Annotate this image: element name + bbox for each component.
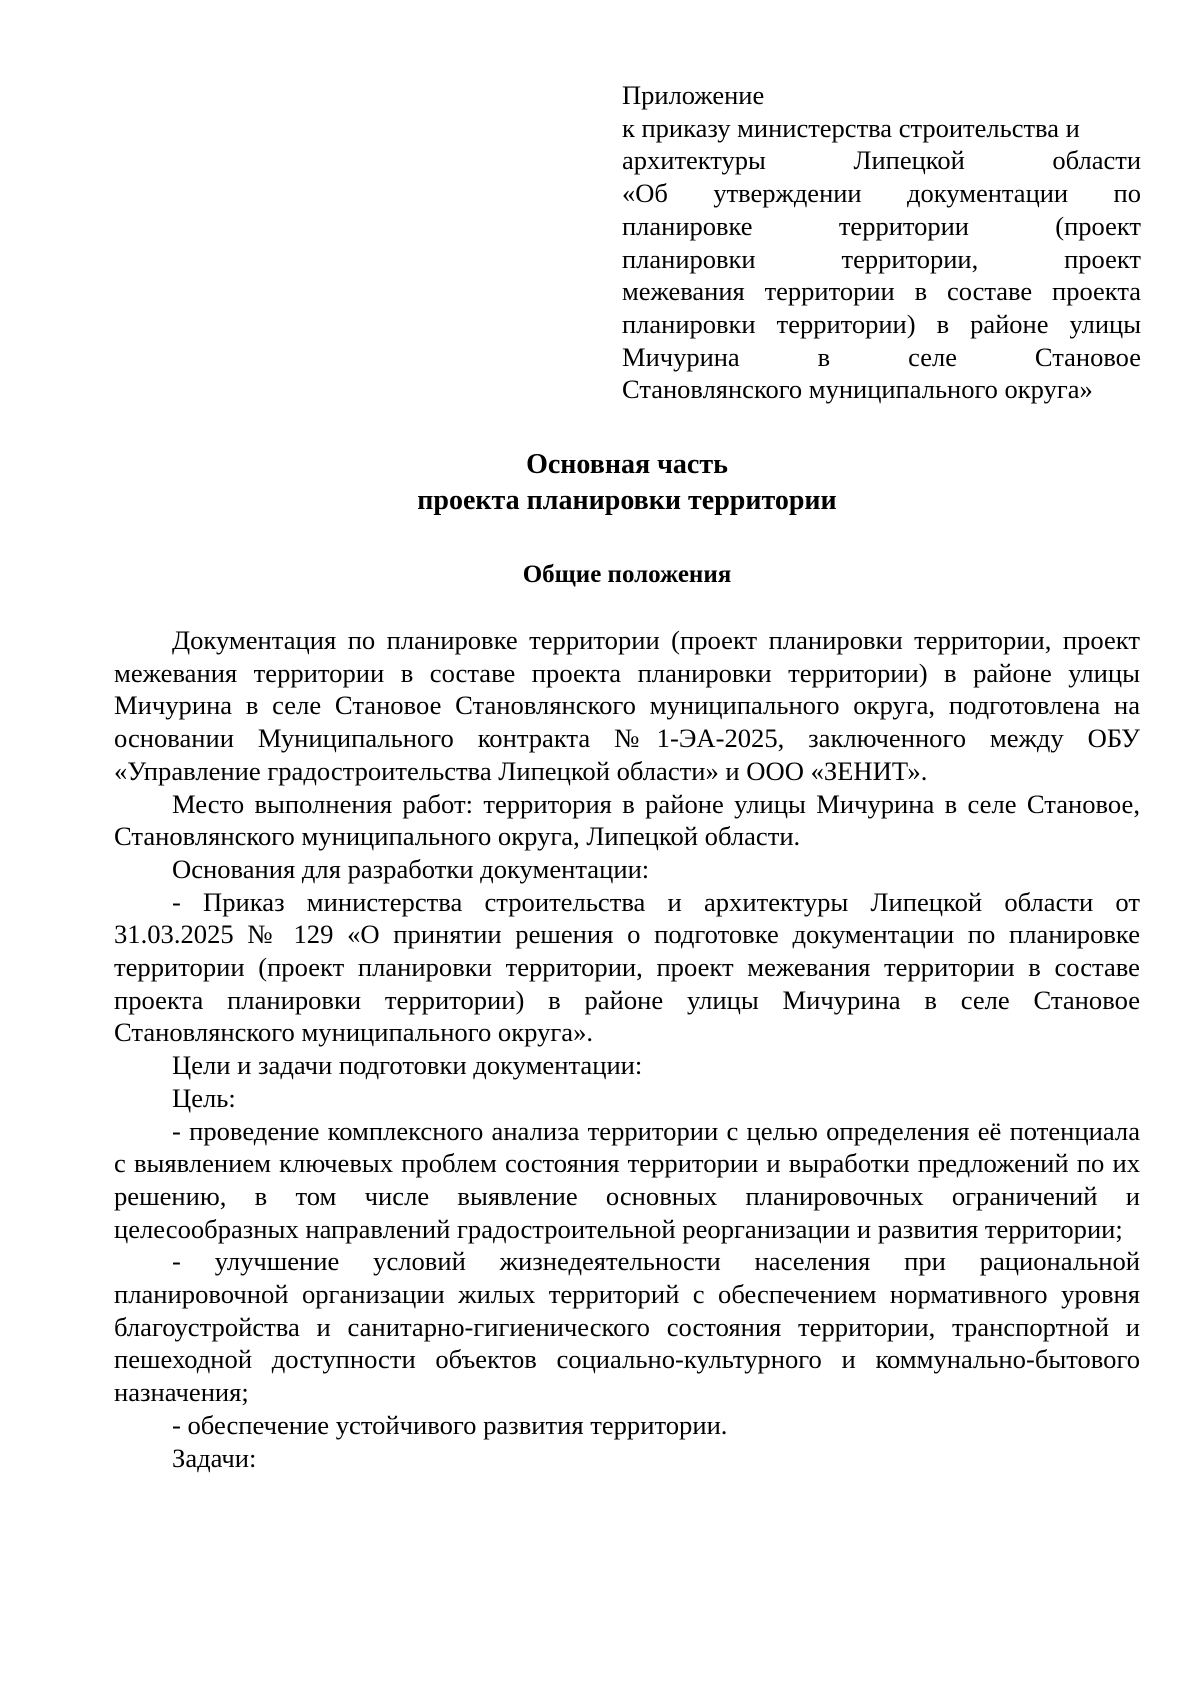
title-line-2: проекта планировки территории bbox=[417, 485, 837, 516]
paragraph: Документация по планировке территории (проект планировки территории, проект межевания территории в составе проекта планировки территории) в районе улицы Мичурина в селе Становое Становлянского муниципального округа, подготовлена на основании Муниципального контракта №1-ЭА-2025, заключенного между ОБУ «Управление градостроительства Липецкой области» и ООО «ЗЕНИТ». bbox=[114, 625, 1140, 786]
document-body bbox=[114, 624, 1140, 1474]
paragraph: - Приказ министерства строительства и архитектуры Липецкой области от 31.03.2025 № 129 «О принятии решения о подготовке документации по планировке территории (проект планировки территории, проект межевания территории в составе проекта планировки территории) в районе улицы Мичурина в селе Становое Становлянского муниципального округа». bbox=[114, 886, 1140, 1048]
paragraph: - проведение комплексного анализа территории с целью определения её потенциала с выявлением ключевых проблем состояния территории и выработки предложений по их решению, в том числе выявление основных планировочных ограничений и целесообразных направлений градостроительной реорганизации и развития территории; bbox=[114, 1115, 1140, 1244]
appendix-line: планировки территории, проект bbox=[622, 243, 1141, 274]
title-line-1: Основная часть bbox=[526, 449, 728, 480]
appendix-line: Приложение bbox=[622, 80, 765, 110]
document-title bbox=[114, 447, 1140, 519]
paragraph: Место выполнения работ: территория в районе улицы Мичурина в селе Становое, Становлянского муниципального округа, Липецкой области. bbox=[114, 788, 1140, 852]
appendix-line: планировки территории) в районе улицы bbox=[622, 308, 1141, 339]
paragraph: Цели и задачи подготовки документации: bbox=[172, 1050, 643, 1081]
appendix-line: «Об утверждении документации по bbox=[622, 178, 1141, 209]
appendix-line: межевания территории в составе проекта bbox=[622, 276, 1141, 307]
paragraph: - улучшение условий жизнедеятельности населения при рациональной планировочной организации жилых территорий с обеспечением нормативного уровня благоустройства и санитарно-гигиенического состояния территории, транспортной и пешеходной доступности объектов социально-культурного и коммунально-бытового назначения; bbox=[114, 1246, 1140, 1408]
appendix-line: Мичурина в селе Становое bbox=[622, 341, 1141, 372]
section-heading: Общие положения bbox=[522, 561, 732, 588]
paragraph: Основания для разработки документации: bbox=[172, 853, 650, 884]
appendix-line: Становлянского муниципального округа» bbox=[622, 374, 1093, 405]
appendix-header bbox=[622, 79, 1141, 406]
appendix-line: архитектуры Липецкой области bbox=[622, 145, 1141, 176]
appendix-line: планировке территории (проект bbox=[622, 210, 1141, 241]
paragraph: Задачи: bbox=[172, 1442, 257, 1473]
paragraph: - обеспечение устойчивого развития территории. bbox=[172, 1409, 728, 1440]
appendix-line: к приказу министерства строительства и bbox=[622, 112, 1080, 143]
paragraph: Цель: bbox=[172, 1082, 236, 1113]
